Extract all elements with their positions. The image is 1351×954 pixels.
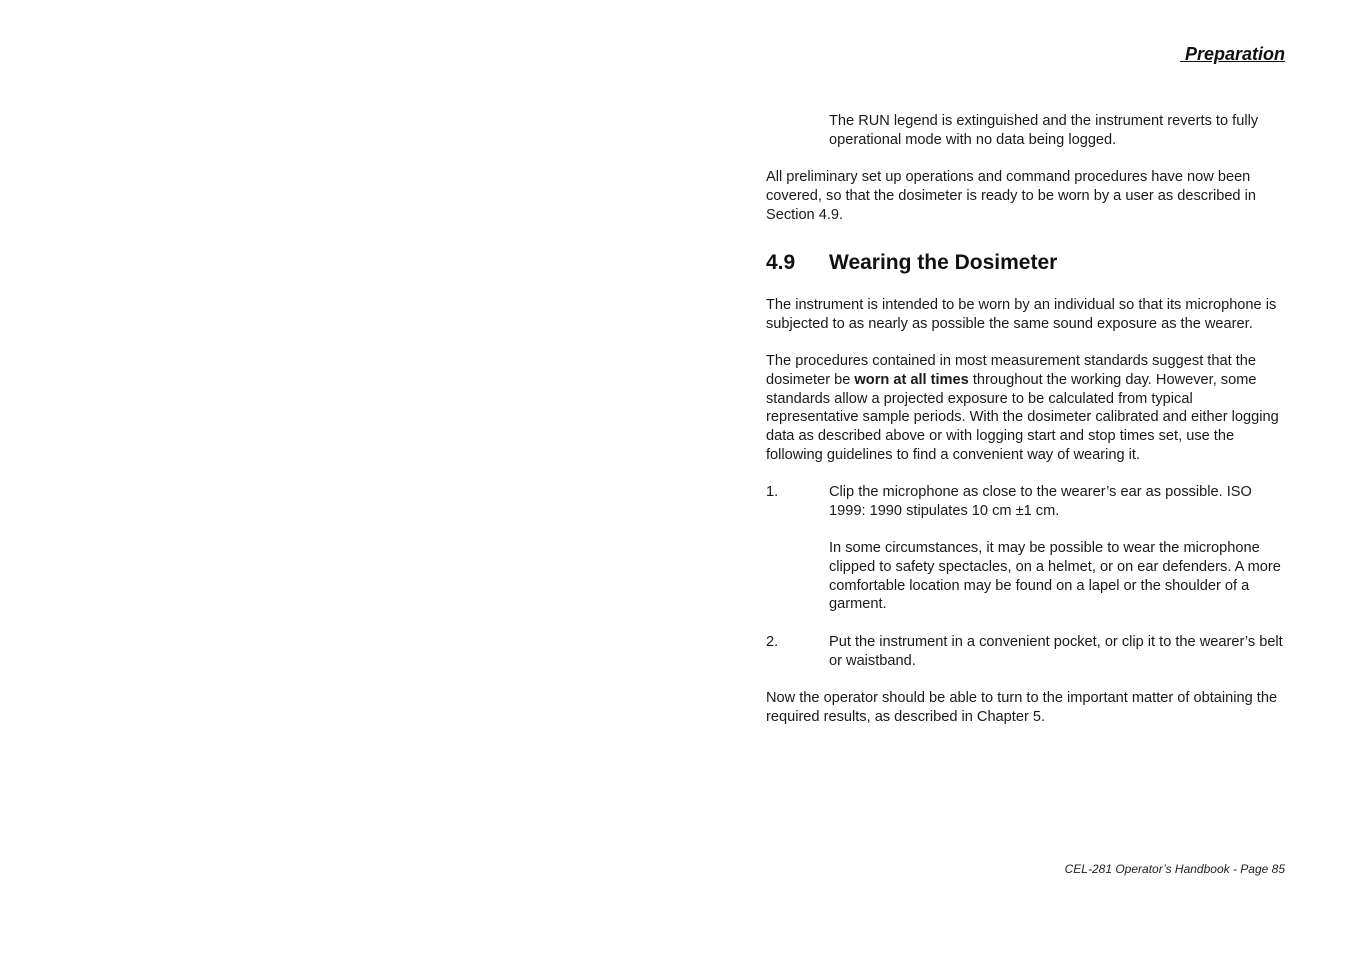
section-header: Preparation	[1179, 44, 1285, 64]
list-item-text: Clip the microphone as close to the wearer’s ear as possible. ISO 1999: 1990 stipulates 10 cm ±1 cm.	[829, 484, 1252, 519]
list-item	[766, 483, 1286, 614]
list-item-text: Put the instrument in a convenient pocket, or clip it to the wearer’s belt or waistband.	[829, 633, 1283, 669]
list-item-number: 2.	[766, 633, 779, 650]
paragraph-procedures-emphasis: worn at all times	[854, 372, 969, 388]
paragraph-intended: The instrument is intended to be worn by an individual so that its microphone is subjected to as nearly as possible the same sound exposure as the wearer.	[766, 297, 1277, 332]
list-item	[766, 633, 1286, 670]
list-item-number: 1.	[766, 484, 779, 501]
paragraph-procedures	[766, 352, 1286, 464]
paragraph-preliminary: All preliminary set up operations and command procedures have now been covered, so that the dosimeter is ready to be worn by a user as described in Section 4.9.	[766, 169, 1256, 223]
paragraph-procedures-part2: throughout the working day. However, some standards allow a projected exposure to be calculated from typical representative sample periods. With the dosimeter calibrated and either logging data as described above or with logging start and stop times set, use the following guidelines to find a convenient way of wearing it.	[766, 372, 1279, 463]
section-heading	[766, 250, 1286, 276]
paragraph-procedures-part1: The procedures contained in most measurement standards suggest that the dosimeter be	[766, 353, 1256, 388]
section-heading-title: Wearing the Dosimeter	[829, 251, 1058, 275]
page-content	[766, 112, 1286, 726]
section-heading-number: 4.9	[766, 251, 796, 275]
list-item-subtext: In some circumstances, it may be possible to wear the microphone clipped to safety spectacles, on a helmet, or on ear defenders. A more comfortable location may be found on a lapel or the shoulder of a garment.	[829, 540, 1281, 613]
paragraph-now: Now the operator should be able to turn to the important matter of obtaining the required results, as described in Chapter 5.	[766, 689, 1278, 725]
paragraph-run-legend: The RUN legend is extinguished and the instrument reverts to fully operational mode with no data being logged.	[829, 113, 1259, 148]
page-footer: CEL-281 Operator’s Handbook - Page 85	[1064, 862, 1285, 876]
